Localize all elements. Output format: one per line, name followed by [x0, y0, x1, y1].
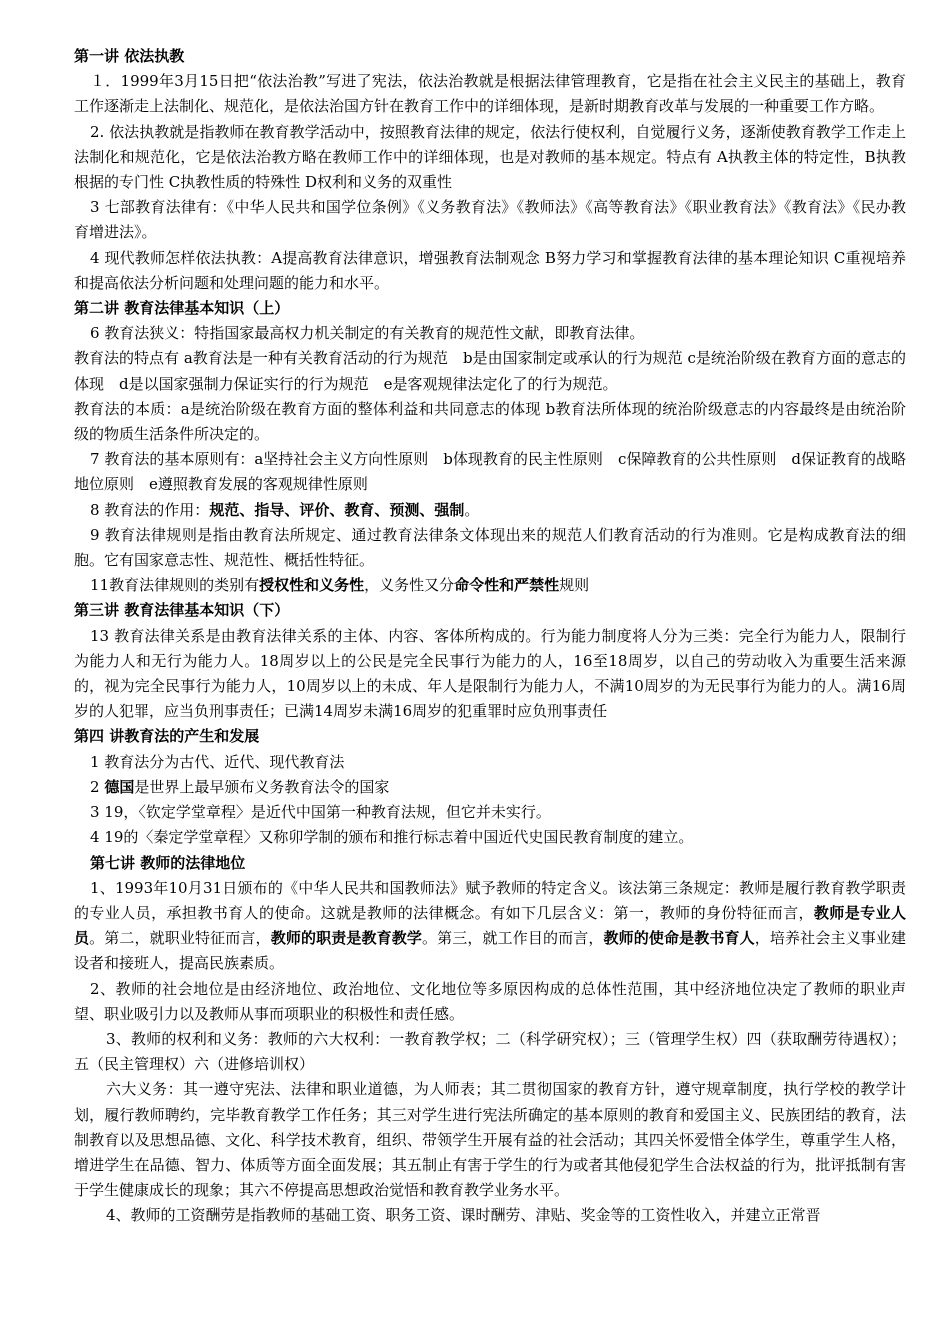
lecture-2-paragraph-6: 6 教育法狭义：特指国家最高权力机关制定的有关教育的规范性文献，即教育法律。 [90, 324, 645, 343]
l7p1-a: 1、1993年10月31日颁布的《中华人民共和国教师法》赋予教师的特定含义。该法第三条规定：教师是履行教育教学职责的专业人员，承担教书育人的使命。这就是教师的法律概念。有如下几层含义：第一，教师的身份特征而言， [74, 878, 906, 922]
l7p1-e: 。第三，就工作目的而言， [421, 929, 604, 948]
lecture-7-paragraph-3: 3、教师的权利和义务：教师的六大权利：一教育教学权；二（科学研究权）；三（管理学生权）四（获取酬劳待遇权）；五（民主管理权）六（进修培训权） [74, 1029, 906, 1074]
l7p1-g: ，培养社会主义事业建设者和接班人，提高民族素质。 [74, 929, 906, 973]
lecture-7-heading: 第七讲 教师的法律地位 [90, 853, 246, 872]
p8-bold: 规范、指导、评价、教育、预测、强制 [209, 500, 465, 519]
lecture-4-paragraph-2 [74, 775, 906, 800]
l7p1-f: 教师的使命是教书育人 [603, 929, 755, 948]
lecture-2-paragraph-7: 7 教育法的基本原则有：a坚持社会主义方向性原则 b体现教育的民主性原则 c保障教育的公共性原则 d保证教育的战略地位原则 e遵照教育发展的客观规律性原则 [74, 450, 906, 494]
lecture-4-paragraph-3: 3 19，〈钦定学堂章程〉是近代中国第一种教育法规，但它并未实行。 [90, 803, 551, 822]
p2-b: 德国 [104, 777, 135, 796]
lecture-1-paragraph-3: 3 七部教育法律有：《中华人民共和国学位条例》《义务教育法》《教师法》《高等教育法》《职业教育法》《教育法》《民办教育增进法》。 [74, 198, 906, 242]
lecture-1-paragraph-4: 4 现代教师怎样依法执教：A提高教育法律意识，增强教育法制观念 B努力学习和掌握教育法律的基本理论知识 C重视培养和提高依法分析问题和处理问题的能力和水平。 [74, 248, 906, 292]
lecture-3-paragraph-13: 13 教育法律关系是由教育法律关系的主体、内容、客体所构成的。行为能力制度将人分为三类：完全行为能力人，限制行为能力人和无行为能力人。18周岁以上的公民是完全民事行为能力的人，16至18周岁，以自己的劳动收入为重要生活来源的，视为完全民事行为能力人，10周岁以上的未成、年人是限制行为能力人，不满10周岁的为无民事行为能力的人。满16周岁的人犯罪，应当负刑事责任；已满14周岁未满16周岁的犯重罪时应负刑事责任 [74, 626, 906, 721]
document-page [74, 44, 906, 1229]
p11-c: ，义务性又分 [364, 576, 455, 595]
lecture-7-paragraph-4: 4、教师的工资酬劳是指教师的基础工资、职务工资、课时酬劳、津贴、奖金等的工资性收入，并建立正常晋 [106, 1206, 821, 1225]
lecture-2-paragraph-11 [74, 573, 906, 598]
l7p1-b: 教师是专业人员 [74, 903, 906, 948]
lecture-1-paragraph-1: １．1999年3月15日把“依法治教”写进了宪法，依法治教就是根据法律管理教育，它是指在社会主义民主的基础上，教育工作逐渐走上法制化、规范化，是依法治国方针在教育工作中的详细体现，是新时期教育改革与发展的一种重要工作方略。 [74, 72, 906, 116]
lecture-7-paragraph-2: 2、教师的社会地位是由经济地位、政治地位、文化地位等多原因构成的总体性范围，其中经济地位决定了教师的职业声望、职业吸引力以及教师从事而项职业的积极性和责任感。 [74, 979, 906, 1023]
lecture-2-heading: 第二讲 教育法律基本知识（上） [74, 299, 290, 318]
lecture-2-features: 教育法的特点有 a教育法是一种有关教育活动的行为规范 b是由国家制定或承认的行为规范 c是统治阶级在教育方面的意志的体现 d是以国家强制力保证实行的行为规范 e是客观规律法定化了的行为规范。 [74, 349, 906, 393]
lecture-4-paragraph-1: 1 教育法分为古代、近代、现代教育法 [90, 752, 345, 771]
lecture-7-paragraph-3b: 六大义务：其一遵守宪法、法律和职业道德，为人师表；其二贯彻国家的教育方针，遵守规章制度，执行学校的教学计划，履行教师聘约，完毕教育教学工作任务；其三对学生进行宪法所确定的基本原则的教育和爱国主义、民族团结的教育，法制教育以及思想品德、文化、科学技术教育，组织、带领学生开展有益的社会活动；其四关怀爱惜全体学生，尊重学生人格，增进学生在品德、智力、体质等方面全面发展；其五制止有害于学生的行为或者其他侵犯学生合法权益的行为，批评抵制有害于学生健康成长的现象；其六不停提高思想政治觉悟和教育教学业务水平。 [74, 1080, 906, 1200]
lecture-1-paragraph-2: 2. 依法执教就是指教师在教育教学活动中，按照教育法律的规定，依法行使权利，自觉履行义务，逐渐使教育教学工作走上法制化和规范化，它是依法治教方略在教师工作中的详细体现，也是对教师的基本规定。特点有 A执教主体的特定性，B执教根据的专门性 C执教性质的特殊性 D权利和义务的双重性 [74, 122, 906, 192]
p2-c: 是世界上最早颁布义务教育法令的国家 [134, 777, 390, 796]
p11-a: 11教育法律规则的类别有 [90, 576, 260, 595]
lecture-1-heading: 第一讲 依法执教 [74, 47, 185, 65]
lecture-2-paragraph-9: 9 教育法律规则是指由教育法所规定、通过教育法律条文体现出来的规范人们教育活动的行为准则。它是构成教育法的细胞。它有国家意志性、规范性、概括性特征。 [74, 525, 906, 570]
p2-a: 2 [90, 777, 105, 796]
p11-e: 规则 [559, 576, 590, 595]
l7p1-d: 教师的职责是教育教学 [270, 929, 422, 948]
p8-end: 。 [464, 500, 480, 519]
p11-d: 命令性和严禁性 [454, 576, 560, 595]
lecture-2-essence: 教育法的本质：a是统治阶级在教育方面的整体利益和共同意志的体现 b教育法所体现的统治阶级意志的内容最终是由统治阶级的物质生活条件所决定的。 [74, 399, 906, 444]
lecture-2-paragraph-8 [74, 498, 906, 523]
lecture-4-paragraph-4: 4 19的〈秦定学堂章程〉又称卯学制的颁布和推行标志着中国近代史国民教育制度的建立。 [90, 828, 694, 847]
p8-lead: 8 教育法的作用： [90, 500, 210, 519]
p11-b: 授权性和义务性 [259, 576, 365, 595]
lecture-7-paragraph-1 [74, 876, 906, 977]
lecture-3-heading: 第三讲 教育法律基本知识（下） [74, 601, 290, 620]
l7p1-c: 。第二，就职业特征而言， [89, 929, 271, 948]
lecture-4-heading: 第四 讲教育法的产生和发展 [74, 727, 260, 746]
